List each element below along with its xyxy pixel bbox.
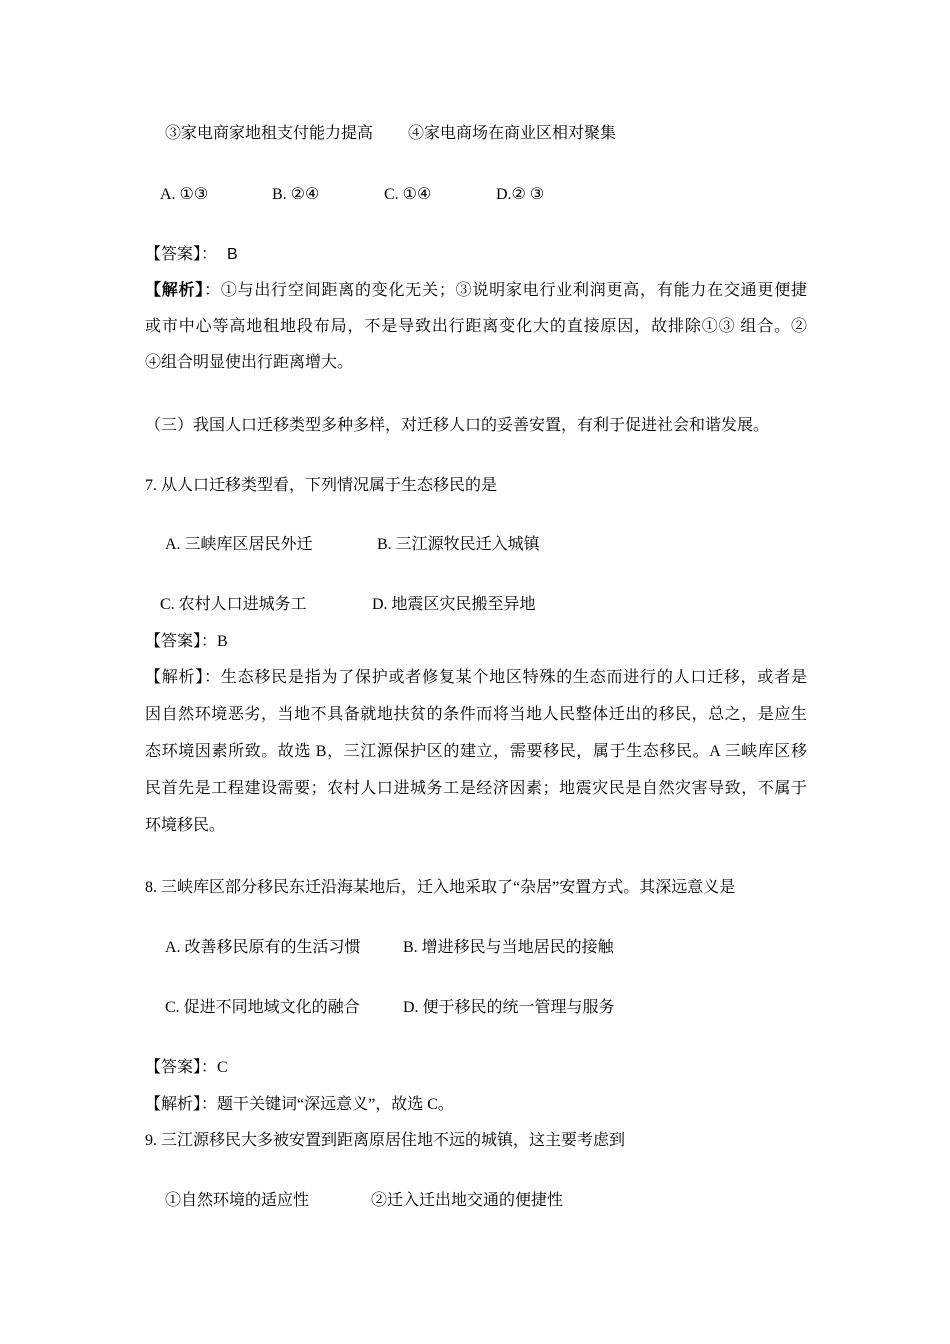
q7-choice-b: B. 三江源牧民迁入城镇 — [377, 536, 540, 553]
q6-choice-a: A. ①③ — [160, 186, 209, 203]
analysis-label: 【解析】 — [145, 1096, 202, 1113]
q9-option-1: ①自然环境的适应性 — [165, 1192, 310, 1209]
q6-choice-b: B. ②④ — [272, 186, 320, 203]
q8-choice-a: A. 改善移民原有的生活习惯 — [165, 939, 361, 956]
q7-choice-a: A. 三峡库区居民外迁 — [165, 536, 313, 553]
q6-choice-c: C. ①④ — [384, 186, 432, 203]
q8-analysis — [145, 1094, 454, 1116]
q6-analysis-line-3: ④组合明显使出行距离增大。 — [145, 354, 354, 371]
answer-label: 【答案】： — [145, 246, 218, 263]
q9-stem: 9. 三江源移民大多被安置到距离原居住地不远的城镇，这主要考虑到 — [145, 1132, 626, 1149]
answer-value: ：C — [201, 1059, 228, 1076]
answer-label: 【答案】 — [145, 1059, 202, 1076]
q8-choice-c: C. 促进不同地域文化的融合 — [165, 999, 360, 1016]
q6-option-3: ③家电商家地租支付能力提高 — [165, 125, 374, 142]
answer-label: 【答案】 — [145, 633, 202, 650]
q6-option-4: ④家电商场在商业区相对聚集 — [408, 125, 617, 142]
section-3-intro: （三）我国人口迁移类型多种多样，对迁移人口的妥善安置，有利于促进社会和谐发展。 — [145, 417, 770, 434]
q6-analysis-line-2: 或市中心等高地租地段布局，不是导致出行距离变化大的直接原因，故排除①③ 组合。② — [145, 318, 807, 335]
answer-value: ：B — [201, 633, 228, 650]
q6-analysis-line-1 — [145, 280, 807, 302]
q8-choice-d: D. 便于移民的统一管理与服务 — [403, 999, 615, 1016]
q6-answer — [145, 244, 238, 266]
q7-stem: 7. 从人口迁移类型看，下列情况属于生态移民的是 — [145, 477, 498, 494]
q8-stem: 8. 三峡库区部分移民东迁沿海某地后，迁入地采取了“杂居”安置方式。其深远意义是 — [145, 879, 736, 896]
analysis-text: ：生态移民是指为了保护或者修复某个地区特殊的生态而进行的人口迁移，或者是 — [204, 669, 807, 686]
q7-analysis-line-5: 环境移民。 — [145, 817, 226, 834]
q7-analysis-line-1 — [145, 667, 807, 689]
q9-option-2: ②迁入迁出地交通的便捷性 — [371, 1192, 564, 1209]
q8-choice-b: B. 增进移民与当地居民的接触 — [403, 939, 614, 956]
answer-value: B — [227, 246, 238, 263]
analysis-label: 【解析】 — [145, 282, 205, 299]
q7-choice-d: D. 地震区灾民搬至异地 — [372, 596, 536, 613]
analysis-text: ：题干关键词“深远意义”，故选 C。 — [201, 1096, 454, 1113]
q7-choice-c: C. 农村人口进城务工 — [160, 596, 307, 613]
q7-analysis-line-3: 态环境因素所致。故选 B，三江源保护区的建立，需要移民，属于生态移民。A 三峡库区移 — [145, 743, 807, 760]
q7-analysis-line-2: 因自然环境恶劣，当地不具备就地扶贫的条件而将当地人民整体迁出的移民，总之，是应生 — [145, 706, 807, 723]
analysis-label: 【解析】 — [145, 669, 205, 686]
q6-choice-d: D.② ③ — [496, 186, 545, 203]
q7-analysis-line-4: 民首先是工程建设需要；农村人口进城务工是经济因素；地震灾民是自然灾害导致，不属于 — [145, 780, 807, 797]
analysis-text: ：①与出行空间距离的变化无关；③说明家电行业利润更高，有能力在交通更便捷 — [204, 282, 807, 299]
q7-answer — [145, 631, 228, 653]
q8-answer — [145, 1057, 228, 1079]
